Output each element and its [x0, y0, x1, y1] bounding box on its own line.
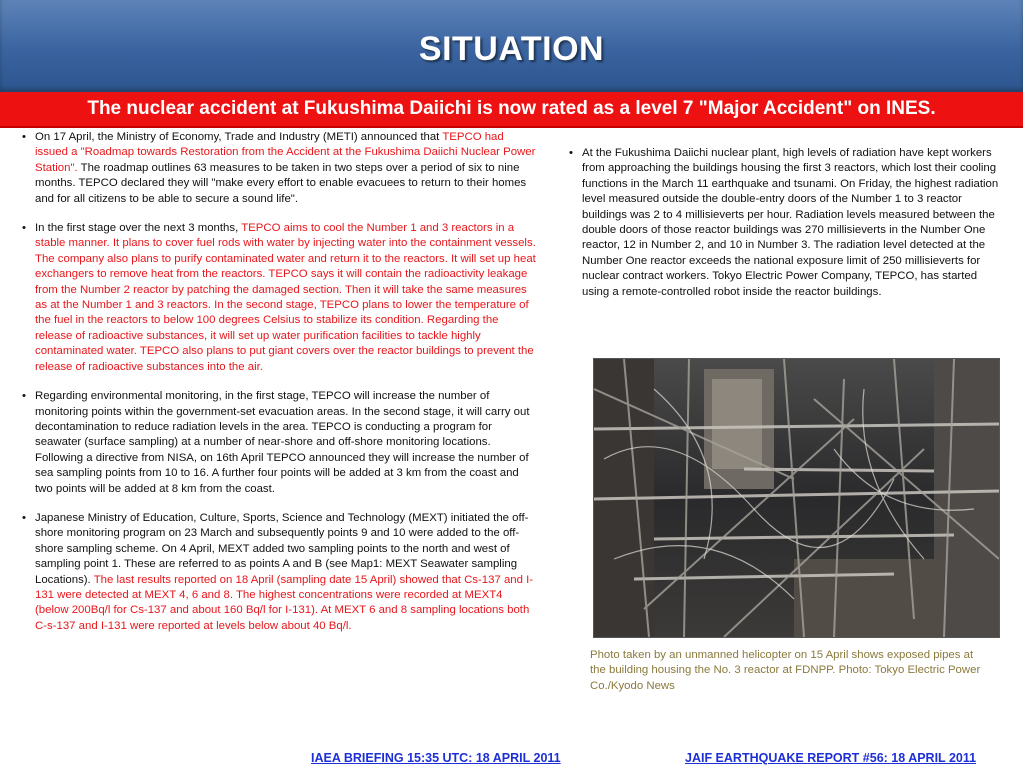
- damaged-pipes-image: [594, 359, 999, 637]
- body-text: Japanese Ministry of Education, Culture, Sports, Science and Technology (MEXT) initiated the off-shore monitoring program on 23 March and subsequently points 9 and 10 were added to the off-shore sampling scheme. On 4 April, MEXT added two sampling points to the north and west of sampling point 1. These are referred to as points A and B (see Map1: MEXT Seawater sampling Locations).: [35, 511, 529, 586]
- highlighted-text: TEPCO aims to cool the Number 1 and 3 reactors in a stable manner. It plans to cover fuel rods with water by injecting water into the containment vessels. The company also plans to purify contaminated water and return it to the reactors. It will set up heat exchangers to remove heat from the reactors. TEPCO says it will contain the radioactivity leakage from the Number 2 reactor by patching the damaged section. Then it will take the same measures as at the Number 1 and 3 reactors. In the second stage, TEPCO plans to lower the temperature of the fuel in the reactors to below 100 degrees Celsius to stabilize its condition. Regarding the release of radioactive substances, it will set up water purification facilities to tackle highly contaminated water. TEPCO also plans to put giant covers over the reactor buildings to prevent the release of radioactive substances into the air.: [35, 222, 536, 373]
- photo-caption: Photo taken by an unmanned helicopter on 15 April shows exposed pipes at the building housing the No. 3 reactor at FDNPP. Photo: Tokyo Electric Power Co./Kyodo News: [590, 649, 981, 692]
- highlighted-text: The last results reported on 18 April (sampling date 15 April) showed that Cs-137 and I-131 were detected at MEXT 4, 6 and 8. The highest concentrations were recorded at MEXT4 (below 200Bq/l for Cs-137 and about 160 Bq/l for I-131). At MEXT 6 and 8 sampling locations both C-s-137 and I-131 were reported at levels below about 40 Bq/l.: [35, 573, 534, 632]
- body-text: Regarding environmental monitoring, in the first stage, TEPCO will increase the number of monitoring points within the government-set evacuation areas. In the second stage, it will carry out decontamination to reduce radiation levels in the area. TEPCO is conducting a program for seawater (surface sampling) at a number of near-shore and off-shore monitoring locations. Following a directive from NISA, on 16th April TEPCO announced they will increase the number of sea sampling points from 10 to 16. A further four points will be added at 3 km from the coast and two points will be added at 8 km from the coast.: [35, 390, 530, 495]
- reactor-building-photo: [593, 358, 1000, 638]
- iaea-briefing-link[interactable]: IAEA BRIEFING 15:35 UTC: 18 APRIL 2011: [311, 751, 561, 765]
- right-bullet-list: [565, 146, 1002, 300]
- body-text: The roadmap outlines 63 measures to be taken in two steps over a period of six to nine months. TEPCO declared they will "make every effort to enable evacuees to return to their homes and for all citizens to be able to secure a sound life".: [35, 161, 527, 205]
- headline-banner: The nuclear accident at Fukushima Daiichi is now rated as a level 7 "Major Accident" on INES.: [0, 92, 1023, 128]
- left-bullet-list: [18, 130, 538, 634]
- bullet-item: [35, 130, 538, 207]
- bullet-item: • At the Fukushima Daiichi nuclear plant, high levels of radiation have kept workers from approaching the buildings housing the first 3 reactors, which lost their cooling functions in the March 11 earthquake and tsunami. On Friday, the highest radiation level measured outside the double-entry doors of the Number 1 to 3 reactor buildings was 2 to 4 millisieverts per hour. Radiation levels measured between the double doors of those reactor buildings was 270 millisieverts in the Number One reactor, 12 in Number 2, and 10 in Number 3. The radiation level detected at the Number One reactor exceeds the national exposure limit of 250 millisieverts for nuclear contract workers. Tokyo Electric Power Company, TEPCO, has started using a remote-controlled robot inside the reactor buildings.: [582, 146, 1002, 300]
- jaif-report-link[interactable]: JAIF EARTHQUAKE REPORT #56: 18 APRIL 2011: [685, 751, 977, 765]
- body-text: In the first stage over the next 3 months,: [35, 222, 242, 235]
- bullet-item: [35, 221, 538, 375]
- slide-header: [0, 0, 1023, 92]
- slide-title: SITUATION: [418, 30, 605, 68]
- highlighted-text: TEPCO had issued a "Roadmap towards Restoration from the Accident at the Fukushima Daiichi Nuclear Power Station".: [35, 131, 536, 174]
- body-text: On 17 April, the Ministry of Economy, Trade and Industry (METI) announced that: [35, 131, 443, 143]
- bullet-item: [35, 511, 538, 634]
- right-column: [565, 146, 1002, 314]
- bullet-item: [35, 389, 538, 497]
- left-column: [18, 130, 538, 648]
